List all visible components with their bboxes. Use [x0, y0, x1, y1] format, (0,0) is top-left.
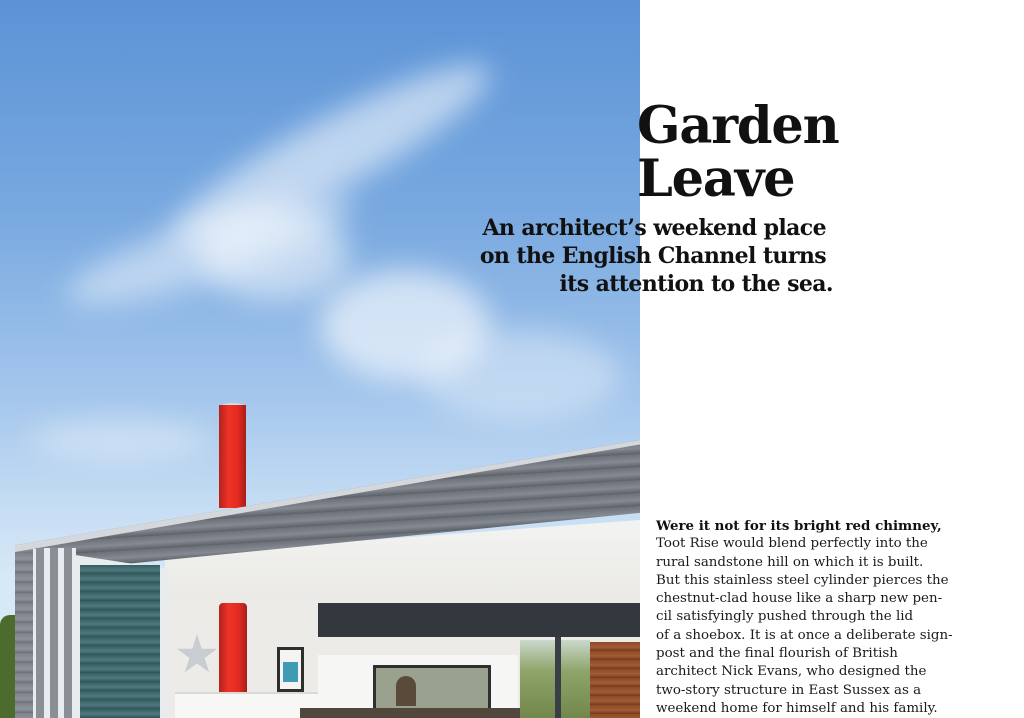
framed-picture: [277, 647, 304, 692]
deck-line: An architect’s weekend place: [482, 215, 826, 241]
article-body: [656, 517, 953, 718]
deck-line: its attention to the sea.: [559, 271, 833, 297]
body-lead: Were it not for its bright red chimney,: [656, 518, 942, 534]
cloud: [200, 210, 350, 300]
red-chimney: [219, 405, 246, 508]
body-line: Toot Rise would blend perfectly into the: [656, 536, 928, 552]
cloud: [420, 330, 620, 420]
body-line: weekend home for himself and his family.: [656, 700, 938, 716]
body-line: chestnut-clad house like a sharp new pen-: [656, 591, 943, 607]
article-title: [637, 96, 997, 209]
glass-door: [80, 565, 160, 718]
side-cladding: [15, 553, 35, 718]
body-line: architect Nick Evans, who designed the: [656, 664, 927, 680]
body-line: But this stainless steel cylinder pierces the: [656, 572, 949, 588]
title-line: Garden: [637, 96, 839, 156]
title-line: Leave: [637, 149, 795, 209]
article-deck: [425, 214, 833, 298]
door-mullions: [36, 548, 76, 718]
body-line: two-story structure in East Sussex as a: [656, 682, 922, 698]
body-line: post and the final flourish of British: [656, 646, 898, 662]
interior-flue: [219, 603, 247, 695]
deck-line: on the English Channel turns: [479, 243, 826, 269]
body-line: rural sandstone hill on which it is built.: [656, 554, 924, 570]
chestnut-cladding: [590, 642, 640, 718]
steel-beam: [318, 603, 640, 637]
cloud: [30, 420, 210, 460]
kitchen-counter: [300, 708, 520, 718]
support-post: [555, 637, 561, 718]
body-line: of a shoebox. It is at once a deliberate sign-: [656, 627, 953, 643]
body-line: cil satisfyingly pushed through the lid: [656, 609, 914, 625]
